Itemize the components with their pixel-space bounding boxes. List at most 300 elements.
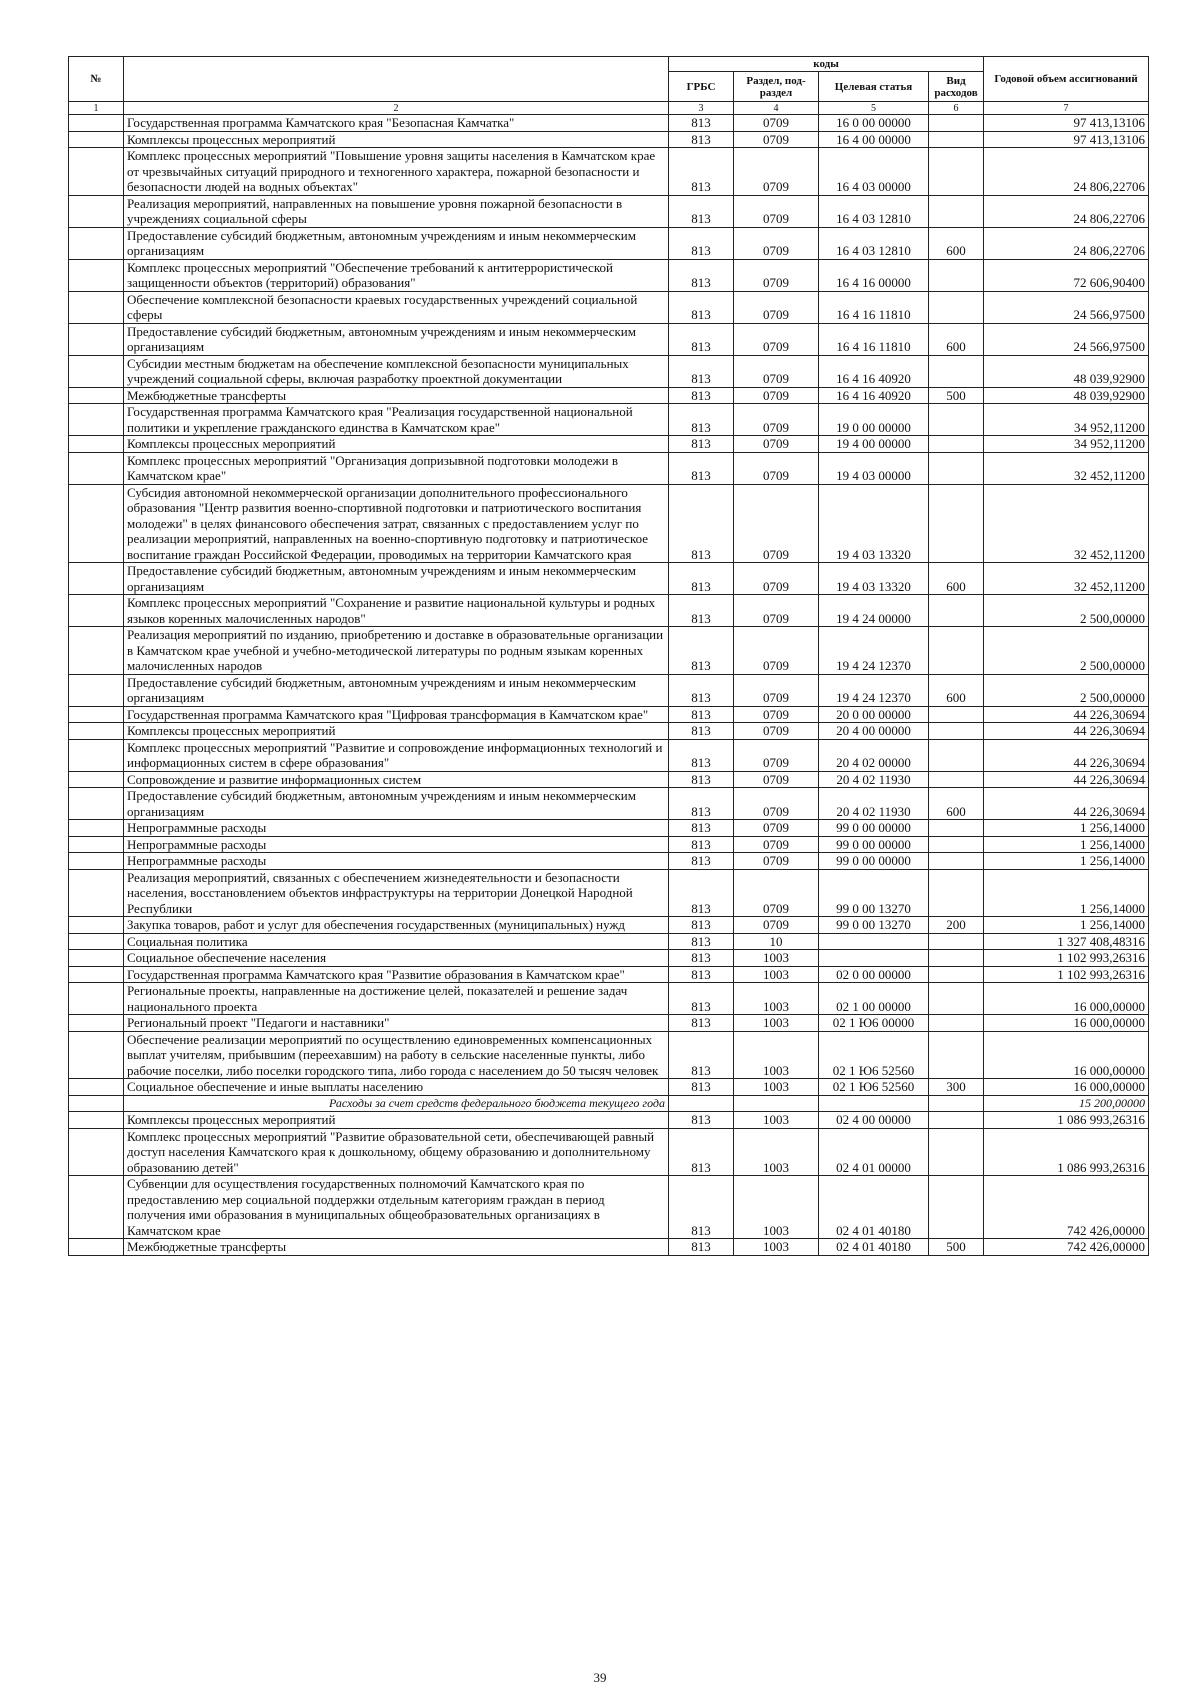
row-section: 0709 [734, 452, 819, 484]
row-target: 99 0 00 00000 [819, 853, 929, 870]
row-amount: 97 413,13106 [984, 131, 1149, 148]
table-header [69, 57, 1149, 115]
row-section: 0709 [734, 291, 819, 323]
row-num-cell [69, 131, 124, 148]
row-grbs: 813 [669, 563, 734, 595]
table-row [69, 1176, 1149, 1239]
table-row [69, 1079, 1149, 1096]
row-amount: 742 426,00000 [984, 1176, 1149, 1239]
row-kind [929, 259, 984, 291]
header-amount: Годовой объем ассигнований [984, 57, 1149, 102]
row-amount: 742 426,00000 [984, 1239, 1149, 1256]
row-name: Межбюджетные трансферты [124, 387, 669, 404]
row-section: 0709 [734, 148, 819, 196]
colnum: 3 [669, 102, 734, 115]
row-num-cell [69, 148, 124, 196]
row-num-cell [69, 436, 124, 453]
table-row [69, 739, 1149, 771]
row-target: 16 4 16 40920 [819, 387, 929, 404]
row-section: 0709 [734, 227, 819, 259]
row-amount: 34 952,11200 [984, 404, 1149, 436]
row-amount: 1 086 993,26316 [984, 1112, 1149, 1129]
row-num-cell [69, 195, 124, 227]
row-grbs: 813 [669, 355, 734, 387]
table-row [69, 706, 1149, 723]
row-kind: 600 [929, 788, 984, 820]
row-grbs: 813 [669, 869, 734, 917]
row-grbs: 813 [669, 195, 734, 227]
row-num-cell [69, 723, 124, 740]
row-num-cell [69, 323, 124, 355]
row-name: Социальное обеспечение населения [124, 950, 669, 967]
row-num-cell [69, 933, 124, 950]
row-name: Реализация мероприятий, связанных с обеспечением жизнедеятельности и безопасности населения, восстановлением объектов инфраструктуры на территории Донецкой Народной Республики [124, 869, 669, 917]
row-section: 1003 [734, 966, 819, 983]
table-row [69, 788, 1149, 820]
table-row [69, 595, 1149, 627]
row-name: Государственная программа Камчатского края "Реализация государственной национальной политики и укрепление гражданского единства в Камчатском крае" [124, 404, 669, 436]
row-num-cell [69, 966, 124, 983]
row-num-cell [69, 1095, 124, 1112]
row-kind [929, 933, 984, 950]
row-target [819, 950, 929, 967]
row-kind [929, 452, 984, 484]
row-num-cell [69, 484, 124, 563]
row-grbs: 813 [669, 1031, 734, 1079]
row-name: Межбюджетные трансферты [124, 1239, 669, 1256]
table-row [69, 148, 1149, 196]
row-kind [929, 836, 984, 853]
table-row [69, 1239, 1149, 1256]
row-grbs: 813 [669, 788, 734, 820]
row-amount: 72 606,90400 [984, 259, 1149, 291]
row-num-cell [69, 595, 124, 627]
row-num-cell [69, 853, 124, 870]
row-amount: 16 000,00000 [984, 1079, 1149, 1096]
table-row [69, 1031, 1149, 1079]
row-kind [929, 706, 984, 723]
row-num-cell [69, 1112, 124, 1129]
row-grbs: 813 [669, 983, 734, 1015]
row-name: Комплексы процессных мероприятий [124, 131, 669, 148]
row-target: 20 4 02 11930 [819, 788, 929, 820]
row-grbs: 813 [669, 1112, 734, 1129]
row-num-cell [69, 788, 124, 820]
row-num-cell [69, 1015, 124, 1032]
row-name: Комплексы процессных мероприятий [124, 723, 669, 740]
row-name: Региональные проекты, направленные на достижение целей, показателей и решение задач национального проекта [124, 983, 669, 1015]
row-num-cell [69, 706, 124, 723]
header-name [124, 57, 669, 102]
row-target: 02 1 Ю6 00000 [819, 1015, 929, 1032]
row-kind [929, 1128, 984, 1176]
row-kind [929, 131, 984, 148]
row-section: 0709 [734, 563, 819, 595]
row-grbs: 813 [669, 627, 734, 675]
row-section: 0709 [734, 723, 819, 740]
row-target: 19 4 03 00000 [819, 452, 929, 484]
row-grbs: 813 [669, 1079, 734, 1096]
row-section [734, 1095, 819, 1112]
row-name: Непрограммные расходы [124, 820, 669, 837]
row-section: 0709 [734, 788, 819, 820]
row-grbs: 813 [669, 836, 734, 853]
table-row [69, 484, 1149, 563]
row-kind [929, 355, 984, 387]
row-name: Расходы за счет средств федерального бюджета текущего года [124, 1095, 669, 1112]
table-row [69, 387, 1149, 404]
row-section: 0709 [734, 436, 819, 453]
row-grbs: 813 [669, 950, 734, 967]
row-target: 16 4 00 00000 [819, 131, 929, 148]
row-target: 99 0 00 13270 [819, 917, 929, 934]
header-num: № [69, 57, 124, 102]
row-amount: 1 086 993,26316 [984, 1128, 1149, 1176]
row-kind: 600 [929, 323, 984, 355]
row-num-cell [69, 563, 124, 595]
row-name: Реализация мероприятий по изданию, приобретению и доставке в образовательные организации в Камчатском крае учебной и учебно-методической литературы по родным языкам коренных малочисленных народов [124, 627, 669, 675]
row-num-cell [69, 771, 124, 788]
row-amount: 1 102 993,26316 [984, 950, 1149, 967]
row-kind [929, 739, 984, 771]
row-grbs: 813 [669, 853, 734, 870]
row-amount: 24 566,97500 [984, 291, 1149, 323]
row-grbs: 813 [669, 404, 734, 436]
row-name: Обеспечение реализации мероприятий по осуществлению единовременных компенсационных выплат учителям, прибывшим (переехавшим) на работу в сельские населенные пункты, либо рабочие поселки, либо поселки городского типа, либо города с населением до 50 тысяч человек [124, 1031, 669, 1079]
row-section: 1003 [734, 950, 819, 967]
row-num-cell [69, 227, 124, 259]
row-target: 20 4 00 00000 [819, 723, 929, 740]
row-amount: 1 256,14000 [984, 869, 1149, 917]
row-target: 02 4 01 40180 [819, 1239, 929, 1256]
row-name: Субсидии местным бюджетам на обеспечение комплексной безопасности муниципальных учреждений социальной сферы, включая разработку проектной документации [124, 355, 669, 387]
row-target: 02 4 00 00000 [819, 1112, 929, 1129]
row-num-cell [69, 404, 124, 436]
row-section: 0709 [734, 323, 819, 355]
row-amount: 44 226,30694 [984, 723, 1149, 740]
row-section: 0709 [734, 836, 819, 853]
row-name: Государственная программа Камчатского края "Цифровая трансформация в Камчатском крае" [124, 706, 669, 723]
column-number-row [69, 102, 1149, 115]
row-section: 0709 [734, 195, 819, 227]
table-row [69, 1112, 1149, 1129]
row-grbs: 813 [669, 933, 734, 950]
row-target [819, 933, 929, 950]
row-section: 1003 [734, 983, 819, 1015]
table-row [69, 195, 1149, 227]
row-amount: 32 452,11200 [984, 484, 1149, 563]
row-kind [929, 484, 984, 563]
row-name: Предоставление субсидий бюджетным, автономным учреждениям и иным некоммерческим организациям [124, 788, 669, 820]
row-kind: 300 [929, 1079, 984, 1096]
row-kind: 500 [929, 1239, 984, 1256]
row-section: 10 [734, 933, 819, 950]
row-grbs: 813 [669, 323, 734, 355]
header-codes: коды [669, 57, 984, 72]
row-name: Государственная программа Камчатского края "Безопасная Камчатка" [124, 115, 669, 132]
row-name: Комплекс процессных мероприятий "Обеспечение требований к антитеррористической защищенности объектов (территорий) образования" [124, 259, 669, 291]
row-section: 0709 [734, 739, 819, 771]
row-section: 0709 [734, 674, 819, 706]
table-row [69, 917, 1149, 934]
row-section: 0709 [734, 869, 819, 917]
row-target: 02 1 Ю6 52560 [819, 1079, 929, 1096]
row-kind [929, 1015, 984, 1032]
row-target: 02 4 01 40180 [819, 1176, 929, 1239]
row-amount: 1 102 993,26316 [984, 966, 1149, 983]
row-name: Субсидия автономной некоммерческой организации дополнительного профессионального образования "Центр развития военно-спортивной подготовки и патриотического воспитания молодежи" в целях финансового обеспечения затрат, связанных с предоставлением услуг по реализации мероприятий, направленных на военно-спортивную подготовку и патриотическое воспитание граждан Российской Федерации, проводимых на территории Камчатского края [124, 484, 669, 563]
row-section: 0709 [734, 355, 819, 387]
row-grbs: 813 [669, 917, 734, 934]
row-num-cell [69, 1128, 124, 1176]
row-num-cell [69, 869, 124, 917]
colnum: 1 [69, 102, 124, 115]
table-row [69, 933, 1149, 950]
row-target: 20 4 02 11930 [819, 771, 929, 788]
row-amount: 44 226,30694 [984, 771, 1149, 788]
row-target: 02 0 00 00000 [819, 966, 929, 983]
row-amount: 24 566,97500 [984, 323, 1149, 355]
row-grbs: 813 [669, 148, 734, 196]
row-num-cell [69, 627, 124, 675]
table-row [69, 227, 1149, 259]
row-num-cell [69, 983, 124, 1015]
row-kind [929, 723, 984, 740]
row-name: Субвенции для осуществления государственных полномочий Камчатского края по предоставлению мер социальной поддержки отдельным категориям граждан в период получения ими образования в муниципальных общеобразовательных организациях в Камчатском крае [124, 1176, 669, 1239]
table-row [69, 820, 1149, 837]
row-name: Комплексы процессных мероприятий [124, 1112, 669, 1129]
row-amount: 32 452,11200 [984, 452, 1149, 484]
row-kind [929, 983, 984, 1015]
row-target: 19 4 24 00000 [819, 595, 929, 627]
colnum: 5 [819, 102, 929, 115]
row-name: Социальное обеспечение и иные выплаты населению [124, 1079, 669, 1096]
row-target: 16 0 00 00000 [819, 115, 929, 132]
row-target: 02 1 00 00000 [819, 983, 929, 1015]
row-section: 0709 [734, 820, 819, 837]
row-kind [929, 1095, 984, 1112]
row-kind [929, 115, 984, 132]
row-num-cell [69, 820, 124, 837]
row-kind [929, 195, 984, 227]
row-amount: 2 500,00000 [984, 595, 1149, 627]
row-grbs: 813 [669, 452, 734, 484]
page-number: 39 [593, 1670, 607, 1685]
row-amount: 1 256,14000 [984, 853, 1149, 870]
table-row [69, 323, 1149, 355]
row-amount: 44 226,30694 [984, 706, 1149, 723]
table-row [69, 771, 1149, 788]
row-kind: 600 [929, 563, 984, 595]
row-name: Обеспечение комплексной безопасности краевых государственных учреждений социальной сферы [124, 291, 669, 323]
colnum: 6 [929, 102, 984, 115]
row-grbs: 813 [669, 131, 734, 148]
row-amount: 1 256,14000 [984, 820, 1149, 837]
row-target: 20 4 02 00000 [819, 739, 929, 771]
table-row [69, 291, 1149, 323]
row-kind: 200 [929, 917, 984, 934]
row-target: 16 4 16 00000 [819, 259, 929, 291]
header-section: Раздел, под-раздел [734, 72, 819, 102]
row-amount: 1 327 408,48316 [984, 933, 1149, 950]
row-name: Непрограммные расходы [124, 853, 669, 870]
row-target: 16 4 03 12810 [819, 227, 929, 259]
row-grbs: 813 [669, 1015, 734, 1032]
row-target: 99 0 00 13270 [819, 869, 929, 917]
row-num-cell [69, 917, 124, 934]
table-row [69, 131, 1149, 148]
row-kind [929, 595, 984, 627]
row-name: Непрограммные расходы [124, 836, 669, 853]
row-num-cell [69, 115, 124, 132]
row-name: Социальная политика [124, 933, 669, 950]
row-num-cell [69, 452, 124, 484]
row-grbs: 813 [669, 1176, 734, 1239]
row-amount: 16 000,00000 [984, 1015, 1149, 1032]
header-grbs: ГРБС [669, 72, 734, 102]
row-grbs: 813 [669, 259, 734, 291]
row-target: 02 4 01 00000 [819, 1128, 929, 1176]
row-num-cell [69, 739, 124, 771]
row-kind: 600 [929, 674, 984, 706]
row-name: Региональный проект "Педагоги и наставники" [124, 1015, 669, 1032]
row-amount: 48 039,92900 [984, 387, 1149, 404]
row-grbs: 813 [669, 966, 734, 983]
table-row [69, 563, 1149, 595]
row-grbs [669, 1095, 734, 1112]
row-grbs: 813 [669, 387, 734, 404]
row-num-cell [69, 1176, 124, 1239]
row-amount: 32 452,11200 [984, 563, 1149, 595]
row-section: 0709 [734, 131, 819, 148]
row-section: 0709 [734, 771, 819, 788]
row-grbs: 813 [669, 706, 734, 723]
row-num-cell [69, 1079, 124, 1096]
row-section: 0709 [734, 595, 819, 627]
row-num-cell [69, 1239, 124, 1256]
row-grbs: 813 [669, 771, 734, 788]
row-amount: 44 226,30694 [984, 739, 1149, 771]
row-target: 19 4 03 13320 [819, 484, 929, 563]
table-row [69, 853, 1149, 870]
row-amount: 34 952,11200 [984, 436, 1149, 453]
row-grbs: 813 [669, 595, 734, 627]
row-num-cell [69, 355, 124, 387]
row-section: 0709 [734, 484, 819, 563]
table-row [69, 259, 1149, 291]
row-section: 1003 [734, 1079, 819, 1096]
row-section: 0709 [734, 627, 819, 675]
row-grbs: 813 [669, 739, 734, 771]
table-row [69, 404, 1149, 436]
row-kind [929, 148, 984, 196]
table-row [69, 869, 1149, 917]
table-row [69, 627, 1149, 675]
table-row [69, 452, 1149, 484]
row-name: Предоставление субсидий бюджетным, автономным учреждениям и иным некоммерческим организациям [124, 563, 669, 595]
colnum: 7 [984, 102, 1149, 115]
row-amount: 24 806,22706 [984, 195, 1149, 227]
row-target: 16 4 03 00000 [819, 148, 929, 196]
row-section: 0709 [734, 115, 819, 132]
row-grbs: 813 [669, 436, 734, 453]
row-amount: 16 000,00000 [984, 983, 1149, 1015]
row-name: Реализация мероприятий, направленных на повышение уровня пожарной безопасности в учреждениях социальной сферы [124, 195, 669, 227]
row-kind: 600 [929, 227, 984, 259]
row-kind [929, 627, 984, 675]
row-kind [929, 1176, 984, 1239]
row-amount: 24 806,22706 [984, 148, 1149, 196]
row-name: Предоставление субсидий бюджетным, автономным учреждениям и иным некоммерческим организациям [124, 227, 669, 259]
row-target: 99 0 00 00000 [819, 836, 929, 853]
row-section: 1003 [734, 1239, 819, 1256]
row-target: 19 4 24 12370 [819, 674, 929, 706]
row-kind [929, 966, 984, 983]
row-num-cell [69, 950, 124, 967]
row-grbs: 813 [669, 115, 734, 132]
table-row [69, 1015, 1149, 1032]
header-kind: Вид расходов [929, 72, 984, 102]
colnum: 2 [124, 102, 669, 115]
row-grbs: 813 [669, 484, 734, 563]
row-kind [929, 436, 984, 453]
row-section: 1003 [734, 1176, 819, 1239]
table-row [69, 674, 1149, 706]
row-section: 1003 [734, 1112, 819, 1129]
row-amount: 24 806,22706 [984, 227, 1149, 259]
row-name: Сопровождение и развитие информационных систем [124, 771, 669, 788]
row-amount: 15 200,00000 [984, 1095, 1149, 1112]
row-amount: 16 000,00000 [984, 1031, 1149, 1079]
table-body [69, 115, 1149, 1256]
row-name: Закупка товаров, работ и услуг для обеспечения государственных (муниципальных) нужд [124, 917, 669, 934]
row-target: 19 0 00 00000 [819, 404, 929, 436]
row-section: 0709 [734, 387, 819, 404]
row-section: 1003 [734, 1031, 819, 1079]
row-num-cell [69, 291, 124, 323]
row-section: 0709 [734, 853, 819, 870]
row-num-cell [69, 259, 124, 291]
row-section: 1003 [734, 1015, 819, 1032]
row-target: 16 4 16 40920 [819, 355, 929, 387]
colnum: 4 [734, 102, 819, 115]
row-target: 16 4 03 12810 [819, 195, 929, 227]
row-grbs: 813 [669, 820, 734, 837]
row-section: 0709 [734, 917, 819, 934]
row-section: 0709 [734, 259, 819, 291]
row-kind [929, 1112, 984, 1129]
table-row [69, 115, 1149, 132]
row-amount: 48 039,92900 [984, 355, 1149, 387]
row-grbs: 813 [669, 723, 734, 740]
row-amount: 2 500,00000 [984, 674, 1149, 706]
row-grbs: 813 [669, 1128, 734, 1176]
row-num-cell [69, 1031, 124, 1079]
row-num-cell [69, 836, 124, 853]
row-name: Государственная программа Камчатского края "Развитие образования в Камчатском крае" [124, 966, 669, 983]
row-name: Комплекс процессных мероприятий "Развитие образовательной сети, обеспечивающей равный доступ населения Камчатского края к дошкольному, общему образованию и дополнительному образованию детей" [124, 1128, 669, 1176]
row-name: Предоставление субсидий бюджетным, автономным учреждениям и иным некоммерческим организациям [124, 674, 669, 706]
row-num-cell [69, 387, 124, 404]
row-section: 1003 [734, 1128, 819, 1176]
row-target: 02 1 Ю6 52560 [819, 1031, 929, 1079]
row-target: 99 0 00 00000 [819, 820, 929, 837]
table-row [69, 836, 1149, 853]
row-kind: 500 [929, 387, 984, 404]
table-row [69, 1095, 1149, 1112]
row-grbs: 813 [669, 674, 734, 706]
table-row [69, 355, 1149, 387]
